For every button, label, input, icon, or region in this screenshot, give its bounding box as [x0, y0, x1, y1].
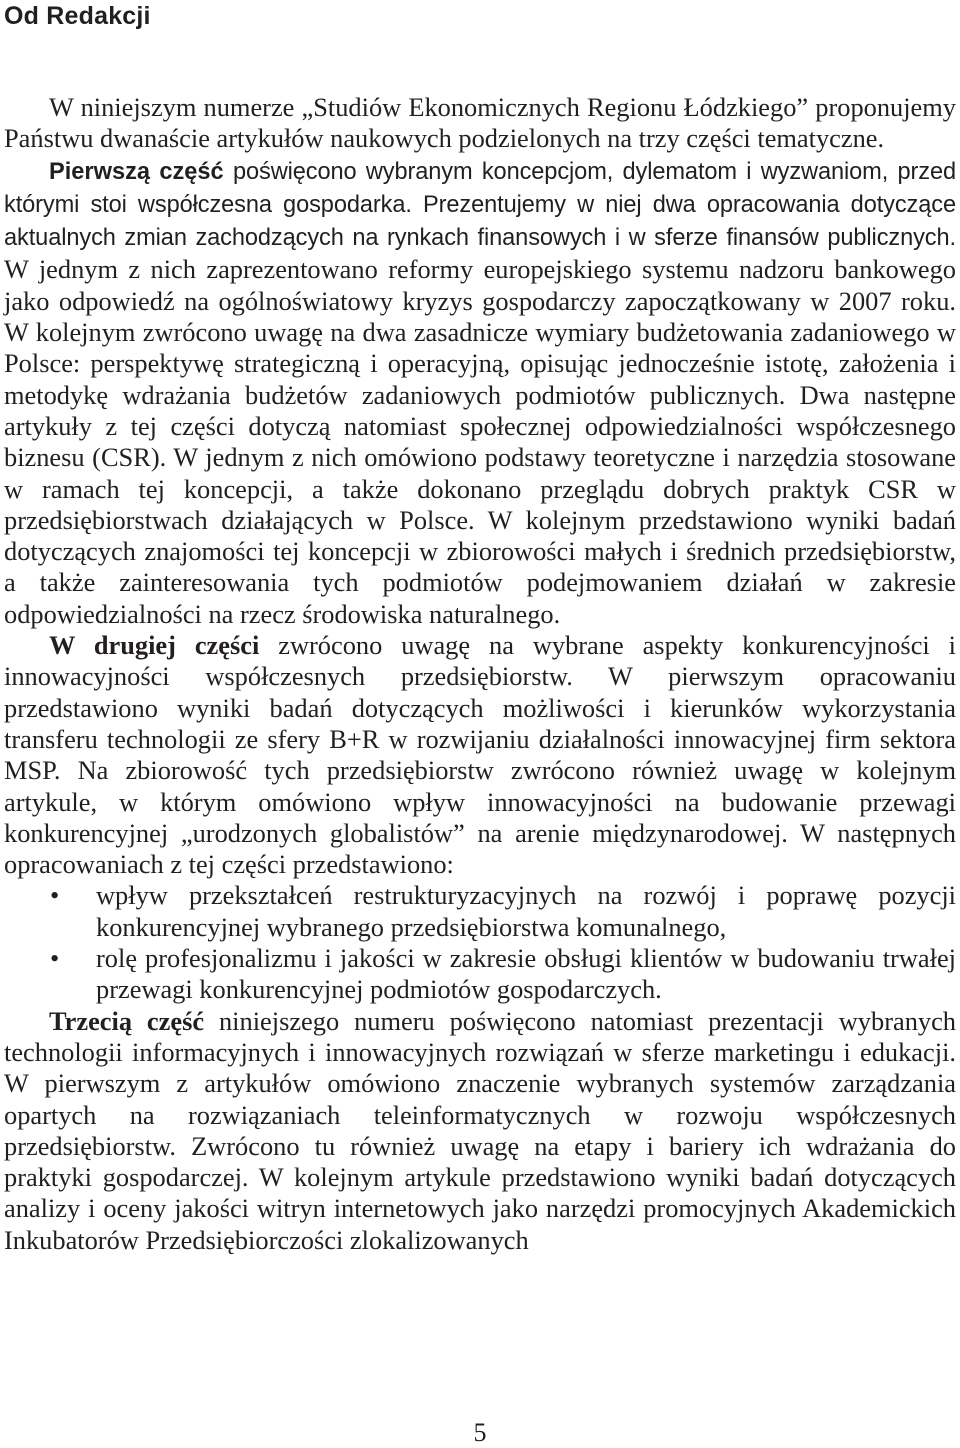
list-item-text: wpływ przekształceń restrukturyzacyjnych na rozwój i poprawę pozycji konkurencyjnej wybranego przedsiębiorstwa komunalnego,	[96, 880, 956, 942]
bullet-list	[4, 880, 956, 1005]
part-three-bold-label: Trzecią część	[49, 1005, 205, 1036]
part-one-text: W jednym z nich zaprezentowano reformy europejskiego systemu nadzoru bankowego jako odpowiedź na ogólnoświatowy kryzys gospodarczy zapoczątkowany w 2007 roku. W kolejnym zwrócono uwagę na dwa zasadnicze wymiary budżetowania zadaniowego w Polsce: perspektywę strategiczną i operacyjną, opisując jednocześnie istotę, założenia i metodykę wdrażania budżetów zadaniowych podmiotów publicznych. Dwa następne artykuły z tej części dotyczą natomiast społecznej odpowiedzialności współczesnego biznesu (CSR). W jednym z nich omówiono podstawy teoretyczne i narzędzia stosowane w ramach tej koncepcji, a także dokonano przeglądu dobrych praktyk CSR w przedsiębiorstwach działających w Polsce. W kolejnym przedstawiono wyniki badań dotyczących znajomości tej koncepcji w zbiorowości małych i średnich przedsiębiorstw, a także zainteresowania tych podmiotów podejmowaniem działań w zakresie odpowiedzialności na rzecz środowiska naturalnego.	[4, 254, 956, 629]
part-two-text: zwrócono uwagę na wybrane aspekty konkurencyjności i innowacyjności współczesnych przedsiębiorstw. W pierwszym opracowaniu przedstawiono wyniki badań dotyczących możliwości i kierunków wykorzystania transferu technologii ze sfery B+R w rozwijaniu działalności innowacyjnej firm sektora MSP. Na zbiorowość tych przedsiębiorstw zwrócono również uwagę w kolejnym artykule, w którym omówiono wpływ innowacyjności na budowanie przewagi konkurencyjnej „urodzonych globalistów” na arenie międzynarodowej. W następnych opracowaniach z tej części przedstawiono:	[4, 630, 956, 880]
paragraph-part-two	[4, 630, 956, 880]
part-one-bold-label: Pierwszą część	[49, 158, 224, 185]
paragraph-part-one	[4, 155, 956, 630]
bullet-marker: •	[50, 943, 60, 974]
page-number: 5	[473, 1418, 487, 1447]
part-two-bold-label: W drugiej części	[49, 630, 260, 661]
paragraph-intro	[4, 92, 956, 155]
paragraph-intro-text: W niniejszym numerze „Studiów Ekonomicznych Regionu Łódzkiego” proponujemy Państwu dwanaście artykułów naukowych podzielonych na trzy części tematyczne.	[4, 92, 956, 154]
document-page	[4, 0, 956, 1256]
part-three-text: niniejszego numeru poświęcono natomiast prezentacji wybranych technologii informacyjnych i innowacyjnych rozwiązań w sferze marketingu i edukacji. W pierwszym z artykułów omówiono znaczenie wybranych systemów zarządzania opartych na rozwiązaniach teleinformatycznych w rozwoju współczesnych przedsiębiorstw. Zwrócono tu również uwagę na etapy i bariery ich wdrażania do praktyki gospodarczej. W kolejnym artykule przedstawiono wyniki badań dotyczących analizy i oceny jakości witryn internetowych jako narzędzi promocyjnych Akademickich Inkubatorów Przedsiębiorczości zlokalizowanych	[4, 1005, 956, 1255]
list-item	[4, 943, 956, 1006]
bullet-marker: •	[50, 880, 60, 911]
page-title: Od Redakcji	[4, 2, 151, 30]
list-item	[4, 880, 956, 943]
list-item-text: rolę profesjonalizmu i jakości w zakresie obsługi klientów w budowaniu trwałej przewagi konkurencyjnej podmiotów gospodarczych.	[96, 943, 956, 1005]
paragraph-part-three	[4, 1006, 956, 1256]
part-one-sans-text: poświęcono wybranym koncepcjom, dylematom i wyzwaniom, przed którymi stoi współczesna gospodarka. Prezentujemy w niej dwa opracowania dotyczące aktualnych zmian zachodzących na rynkach finansowych i w sferze finansów publicznych.	[4, 158, 956, 252]
